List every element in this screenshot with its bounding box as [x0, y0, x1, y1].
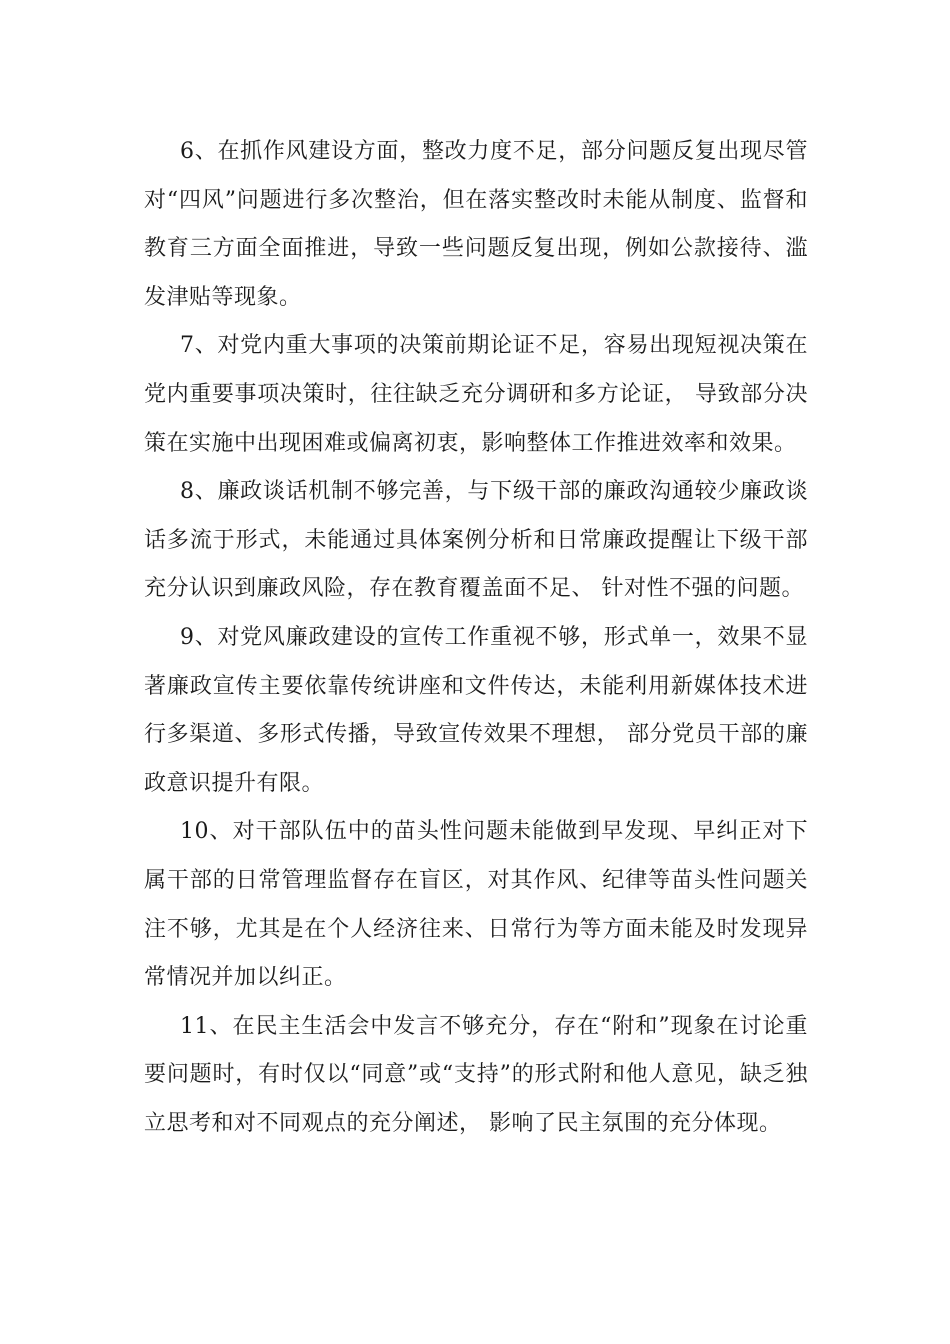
- paragraph-item-8: 8、廉政谈话机制不够完善，与下级干部的廉政沟通较少廉政谈话多流于形式，未能通过具体案例分析和日常廉政提醒让下级干部充分认识到廉政风险，存在教育覆盖面不足、 针对性不强的问题。: [144, 479, 808, 602]
- paragraph-item-7: 7、对党内重大事项的决策前期论证不足，容易出现短视决策在党内重要事项决策时，往往缺乏充分调研和多方论证， 导致部分决策在实施中出现困难或偏离初衷，影响整体工作推进效率和效果。: [144, 333, 808, 456]
- paragraph-item-10: 10、对干部队伍中的苗头性问题未能做到早发现、早纠正对下属干部的日常管理监督存在盲区，对其作风、纪律等苗头性问题关注不够，尤其是在个人经济往来、日常行为等方面未能及时发现异常情况并加以纠正。: [144, 819, 808, 991]
- paragraph-item-11: 11、在民主生活会中发言不够充分，存在“附和”现象在讨论重要问题时，有时仅以“同意”或“支持”的形式附和他人意见，缺乏独立思考和对不同观点的充分阐述， 影响了民主氛围的充分体现。: [144, 1013, 808, 1136]
- paragraph-item-6: 6、在抓作风建设方面，整改力度不足，部分问题反复出现尽管对“四风”问题进行多次整治，但在落实整改时未能从制度、监督和教育三方面全面推进，导致一些问题反复出现，例如公款接待、滥发津贴等现象。: [144, 139, 808, 310]
- document-body: [144, 128, 808, 1148]
- paragraph-item-9: 9、对党风廉政建设的宣传工作重视不够，形式单一，效果不显著廉政宣传主要依靠传统讲座和文件传达，未能利用新媒体技术进行多渠道、多形式传播，导致宣传效果不理想， 部分党员干部的廉政意识提升有限。: [144, 624, 808, 796]
